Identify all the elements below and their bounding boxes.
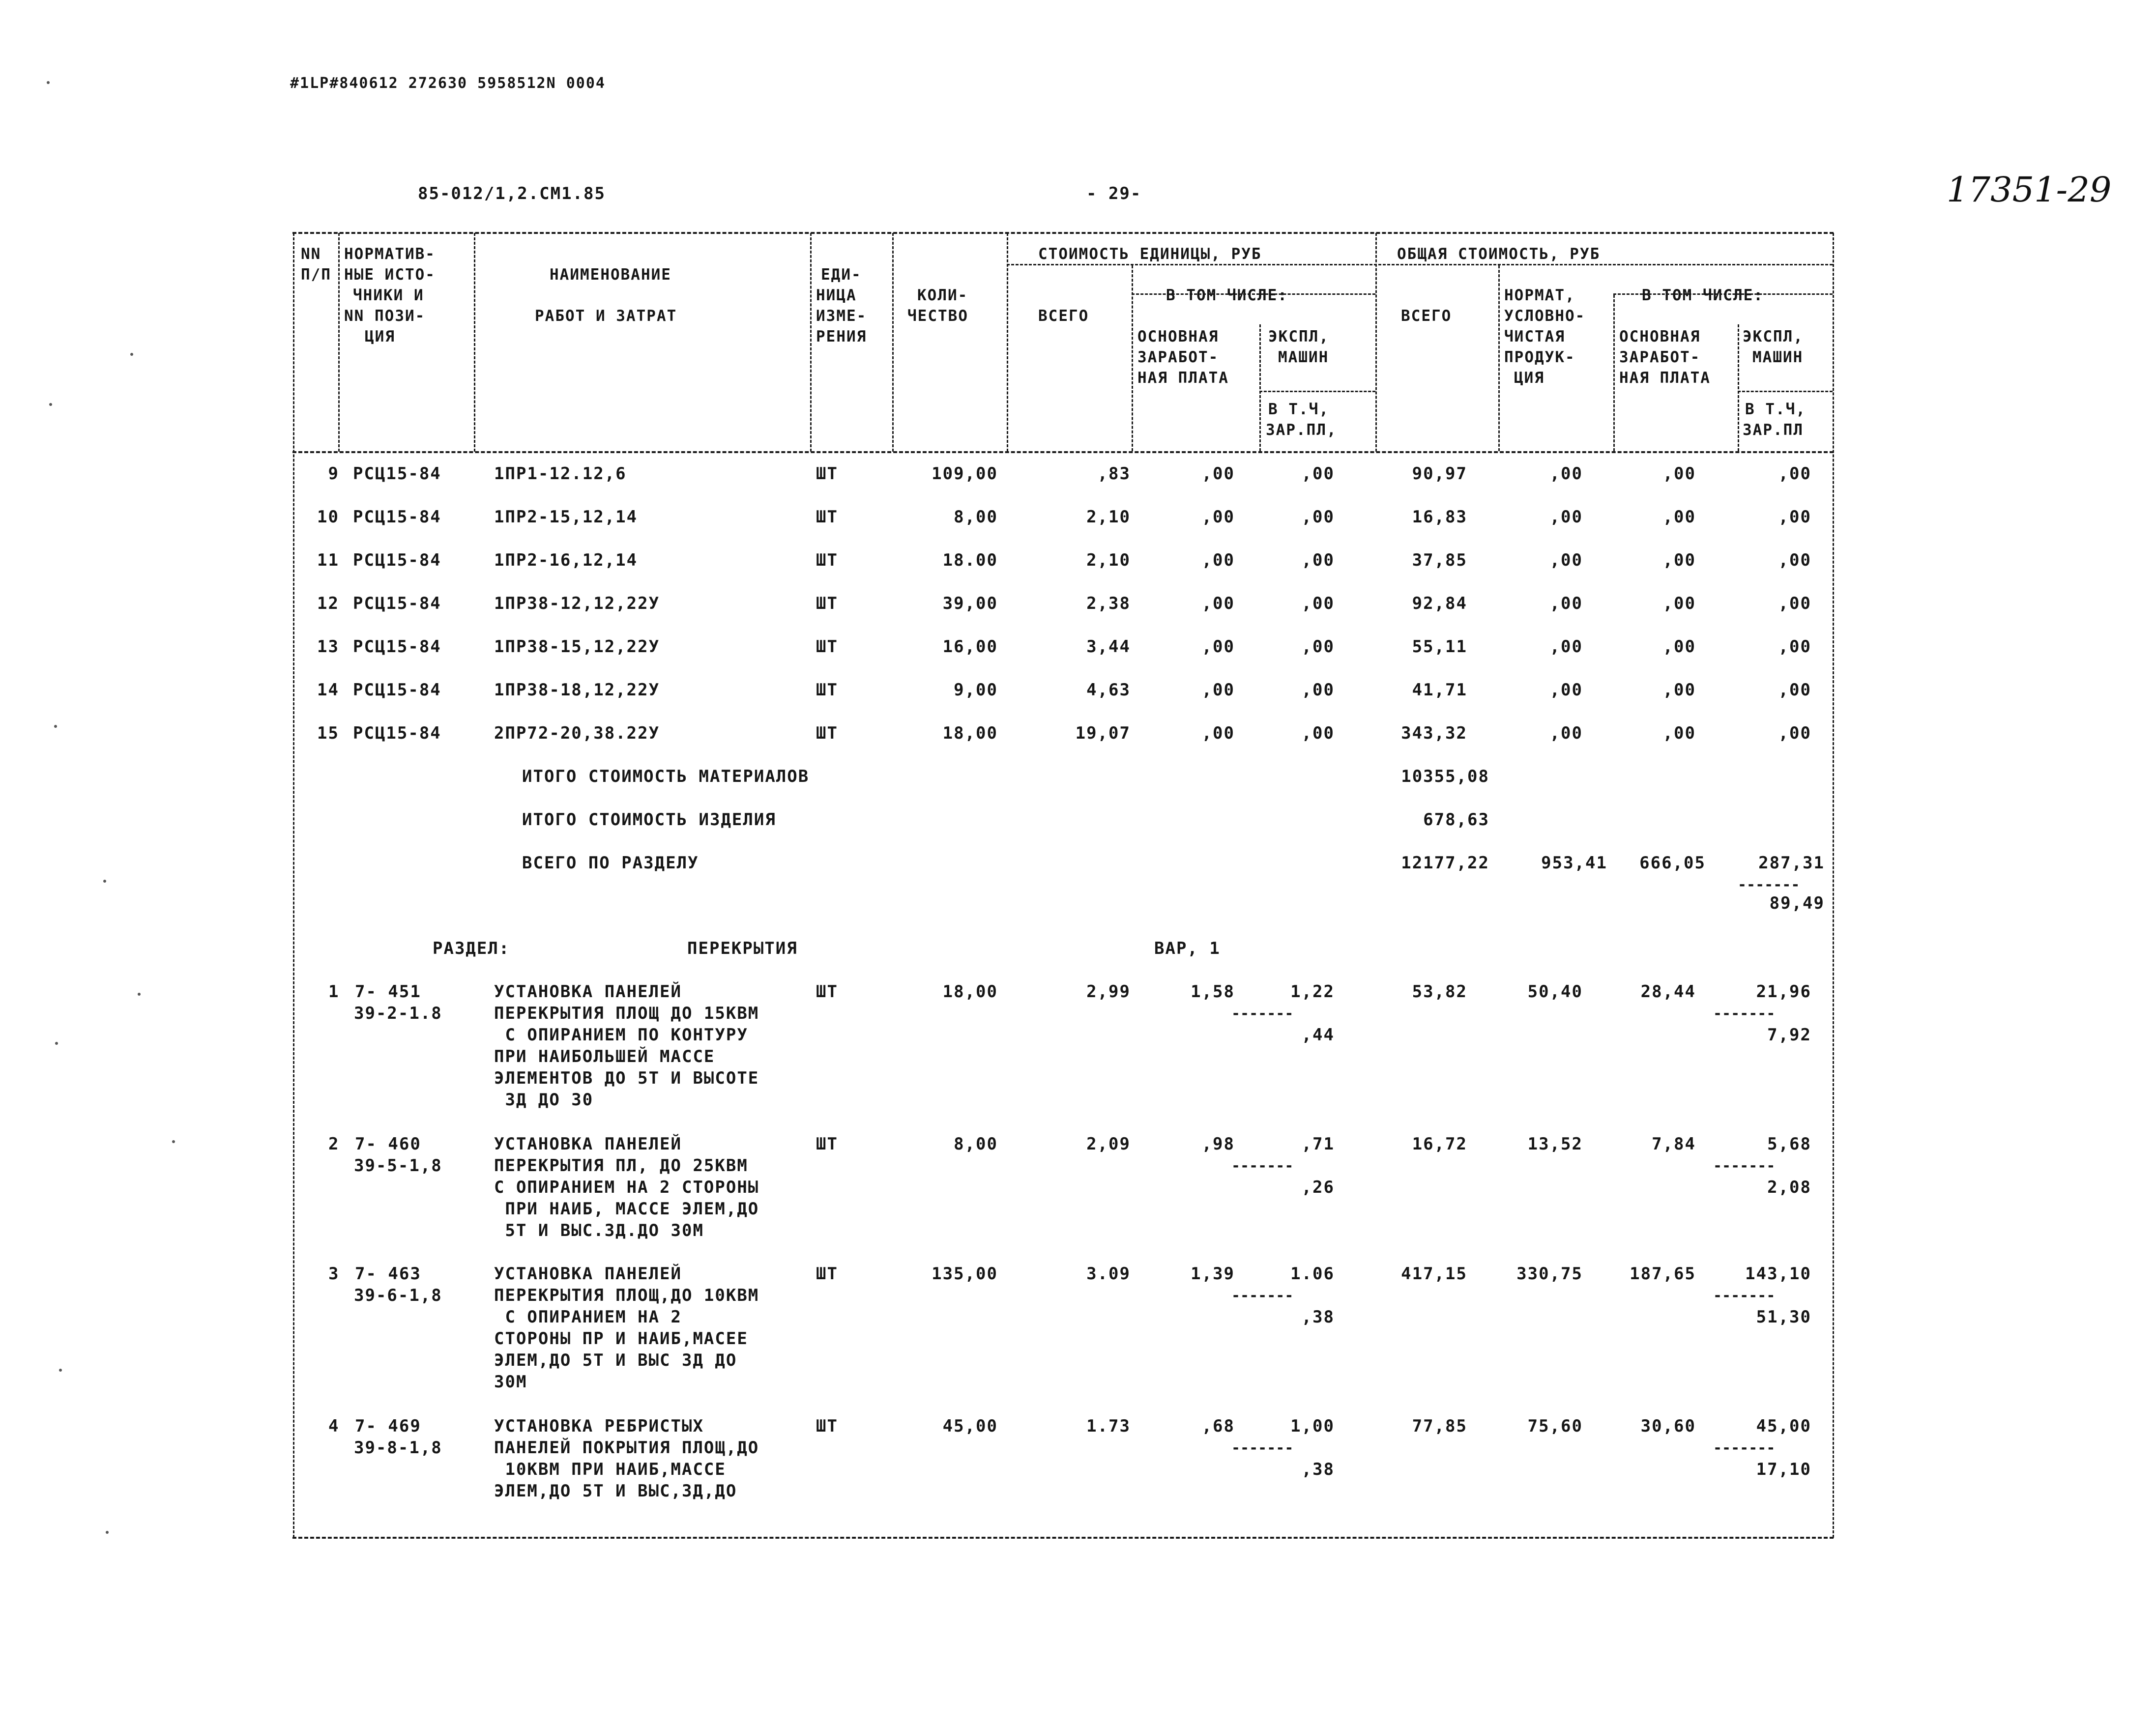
- item-unit-mach: 1,22: [1290, 982, 1335, 1002]
- product-total-value: 678,63: [1423, 810, 1489, 830]
- item-unit-mach-sub: ,26: [1301, 1178, 1335, 1197]
- scan-dot: [59, 1369, 62, 1372]
- item-unit-basic: 1,58: [1191, 982, 1235, 1002]
- row-unit-basic: ,00: [1201, 464, 1235, 484]
- header-uc-basic-2: ЗАРАБОТ-: [1137, 348, 1219, 366]
- dash-separator: -------: [1738, 876, 1800, 893]
- header-unit-3: ИЗМЕ-: [816, 307, 867, 325]
- header-tc-norm-4: ПРОДУК-: [1504, 348, 1575, 366]
- row-unit: ШТ: [816, 464, 838, 484]
- header-total-cost-title: ОБЩАЯ СТОИМОСТЬ, РУБ: [1397, 245, 1601, 263]
- item-desc: 30М: [494, 1372, 527, 1392]
- section-name: ПЕРЕКРЫТИЯ: [687, 939, 798, 958]
- header-unit-1: ЕДИ-: [821, 266, 862, 284]
- item-total-basic: 187,65: [1630, 1264, 1696, 1284]
- item-total-mach-sub: 51,30: [1756, 1307, 1811, 1327]
- item-unit-mach-sub: ,38: [1301, 1307, 1335, 1327]
- row-total-mach: ,00: [1778, 550, 1811, 570]
- item-desc: ЭЛЕМ,ДО 5Т И ВЫС,ЗД,ДО: [494, 1481, 737, 1501]
- item-total-all: 53,82: [1412, 982, 1467, 1002]
- row-total-basic: ,00: [1662, 723, 1696, 743]
- item-desc: УСТАНОВКА ПАНЕЛЕЙ: [494, 1264, 682, 1284]
- item-qty: 8,00: [954, 1134, 998, 1154]
- header-unit-2: НИЦА: [816, 287, 857, 304]
- row-unit: ШТ: [816, 680, 838, 700]
- row-number: 12: [317, 594, 339, 613]
- row-unit-mach: ,00: [1301, 680, 1335, 700]
- row-total-mach: ,00: [1778, 594, 1811, 613]
- materials-total-value: 10355,08: [1401, 767, 1489, 786]
- row-source: РСЦ15-84: [353, 723, 441, 743]
- item-total-basic: 30,60: [1640, 1416, 1696, 1436]
- table-left-border: [293, 233, 294, 1538]
- row-unit: ШТ: [816, 507, 838, 527]
- dash-separator: -------: [1231, 1287, 1294, 1304]
- row-unit: ШТ: [816, 550, 838, 570]
- scan-dot: [55, 1042, 58, 1045]
- col-separator: [474, 233, 475, 452]
- item-unit: ШТ: [816, 1416, 838, 1436]
- header-uc-mach-1: ЭКСПЛ,: [1268, 328, 1329, 345]
- row-total-all: 92,84: [1412, 594, 1467, 613]
- item-total-mach: 5,68: [1767, 1134, 1811, 1154]
- row-number: 13: [317, 637, 339, 657]
- header-tc-mach-2: МАШИН: [1752, 348, 1804, 366]
- row-unit-mach: ,00: [1301, 637, 1335, 657]
- header-name-1: НАИМЕНОВАНИЕ: [550, 266, 671, 284]
- row-unit-basic: ,00: [1201, 507, 1235, 527]
- scan-dot: [172, 1140, 175, 1143]
- row-qty: 39,00: [942, 594, 998, 613]
- row-total-norm: ,00: [1549, 680, 1583, 700]
- handwritten-id: 17351-29: [1947, 170, 2112, 210]
- row-name: 1ПР2-16,12,14: [494, 550, 638, 570]
- item-unit: ШТ: [816, 1264, 838, 1284]
- row-unit-all: 2,38: [1086, 594, 1131, 613]
- header-tc-basic-3: НАЯ ПЛАТА: [1619, 369, 1711, 387]
- col-separator: [1613, 295, 1615, 451]
- row-name: 1ПР38-15,12,22У: [494, 637, 660, 657]
- item-desc: ПРИ НАИБОЛЬШЕЙ МАССЕ: [494, 1047, 715, 1066]
- item-total-mach-sub: 17,10: [1756, 1460, 1811, 1479]
- item-total-norm: 50,40: [1527, 982, 1583, 1002]
- header-tc-basic-1: ОСНОВНАЯ: [1619, 328, 1701, 345]
- col-separator: [892, 233, 894, 452]
- row-total-norm: ,00: [1549, 550, 1583, 570]
- row-source: РСЦ15-84: [353, 464, 441, 484]
- row-total-basic: ,00: [1662, 464, 1696, 484]
- row-qty: 18,00: [942, 723, 998, 743]
- row-unit-mach: ,00: [1301, 464, 1335, 484]
- item-desc: ПЕРЕКРЫТИЯ ПЛОЩ,ДО 10КВМ: [494, 1286, 759, 1305]
- row-unit-basic: ,00: [1201, 594, 1235, 613]
- dash-separator: -------: [1713, 1439, 1776, 1457]
- row-total-all: 41,71: [1412, 680, 1467, 700]
- row-qty: 109,00: [932, 464, 998, 484]
- row-source: РСЦ15-84: [353, 637, 441, 657]
- row-unit-all: 4,63: [1086, 680, 1131, 700]
- item-desc: ЭЛЕМ,ДО 5Т И ВЫС ЗД ДО: [494, 1350, 737, 1370]
- section-total-mach-sub: 89,49: [1769, 893, 1825, 913]
- row-qty: 16,00: [942, 637, 998, 657]
- header-norm-3: ЧНИКИ И: [353, 287, 424, 304]
- row-total-all: 55,11: [1412, 637, 1467, 657]
- section-total-all: 12177,22: [1401, 853, 1489, 873]
- item-total-basic: 28,44: [1640, 982, 1696, 1002]
- row-number: 11: [317, 550, 339, 570]
- item-qty: 135,00: [932, 1264, 998, 1284]
- item-desc: СТОРОНЫ ПР И НАИБ,МАСЕЕ: [494, 1329, 748, 1349]
- document-code: #1LP#840612 272630 5958512N 0004: [290, 75, 606, 92]
- header-sub-border: [1738, 391, 1833, 392]
- row-unit: ШТ: [816, 637, 838, 657]
- header-bottom-border: [292, 451, 1834, 453]
- product-total-label: ИТОГО СТОИМОСТЬ ИЗДЕЛИЯ: [522, 810, 776, 830]
- col-separator: [1007, 233, 1008, 452]
- item-total-basic: 7,84: [1652, 1134, 1696, 1154]
- row-source: РСЦ15-84: [353, 550, 441, 570]
- scan-dot: [106, 1531, 109, 1534]
- row-unit-all: 19,07: [1075, 723, 1131, 743]
- header-uc-basic-1: ОСНОВНАЯ: [1137, 328, 1219, 345]
- row-total-mach: ,00: [1778, 507, 1811, 527]
- item-ref: 39-6-1,8: [354, 1286, 442, 1305]
- header-tc-incl: В ТОМ ЧИСЛЕ:: [1642, 287, 1764, 304]
- row-number: 9: [328, 464, 339, 484]
- dash-separator: -------: [1713, 1005, 1776, 1022]
- row-total-basic: ,00: [1662, 550, 1696, 570]
- row-source: РСЦ15-84: [353, 594, 441, 613]
- item-ref: 39-8-1,8: [354, 1438, 442, 1458]
- item-desc: ПРИ НАИБ, МАССЕ ЭЛЕМ,ДО: [494, 1199, 759, 1219]
- row-total-basic: ,00: [1662, 594, 1696, 613]
- item-code: 7- 469: [355, 1416, 421, 1436]
- header-norm-1: НОРМАТИВ-: [344, 245, 436, 263]
- item-unit-mach: ,71: [1301, 1134, 1335, 1154]
- header-unit-4: РЕНИЯ: [816, 328, 867, 345]
- header-norm-4: NN ПОЗИ-: [344, 307, 426, 325]
- item-desc: ЗД ДО 30: [494, 1090, 594, 1110]
- row-total-all: 90,97: [1412, 464, 1467, 484]
- item-desc: ПЕРЕКРЫТИЯ ПЛ, ДО 25КВМ: [494, 1156, 748, 1176]
- item-code: 7- 463: [355, 1264, 421, 1284]
- row-qty: 8,00: [954, 507, 998, 527]
- row-total-norm: ,00: [1549, 637, 1583, 657]
- item-desc: С ОПИРАНИЕМ НА 2: [494, 1307, 682, 1327]
- item-number: 3: [328, 1264, 340, 1284]
- item-desc: С ОПИРАНИЕМ ПО КОНТУРУ: [494, 1025, 748, 1045]
- scan-dot: [47, 81, 50, 84]
- header-nn-2: П/П: [301, 266, 331, 284]
- item-unit: ШТ: [816, 1134, 838, 1154]
- row-total-norm: ,00: [1549, 723, 1583, 743]
- table-right-border: [1833, 233, 1834, 1538]
- item-code: 7- 460: [355, 1134, 421, 1154]
- row-unit-all: ,83: [1097, 464, 1131, 484]
- item-unit-mach-sub: ,44: [1301, 1025, 1335, 1045]
- row-unit-mach: ,00: [1301, 550, 1335, 570]
- row-unit: ШТ: [816, 594, 838, 613]
- header-norm-5: ЦИЯ: [365, 328, 395, 345]
- row-unit-all: 3,44: [1086, 637, 1131, 657]
- header-sub-border: [1259, 391, 1375, 392]
- row-number: 15: [317, 723, 339, 743]
- item-total-norm: 330,75: [1516, 1264, 1583, 1284]
- row-total-all: 16,83: [1412, 507, 1467, 527]
- header-tc-norm-2: УСЛОВНО-: [1504, 307, 1586, 325]
- section-label: РАЗДЕЛ:: [433, 939, 510, 958]
- col-separator: [1498, 265, 1500, 451]
- header-unit-cost-title: СТОИМОСТЬ ЕДИНИЦЫ, РУБ: [1038, 245, 1262, 263]
- item-desc: ПЕРЕКРЫТИЯ ПЛОЩ ДО 15КВМ: [494, 1004, 759, 1023]
- row-total-all: 343,32: [1401, 723, 1467, 743]
- item-unit-mach: 1.06: [1290, 1264, 1335, 1284]
- header-nn-1: NN: [301, 245, 321, 263]
- row-source: РСЦ15-84: [353, 507, 441, 527]
- section-total-label: ВСЕГО ПО РАЗДЕЛУ: [522, 853, 699, 873]
- row-total-norm: ,00: [1549, 464, 1583, 484]
- row-total-basic: ,00: [1662, 507, 1696, 527]
- item-total-norm: 13,52: [1527, 1134, 1583, 1154]
- col-separator: [1375, 233, 1377, 452]
- row-unit: ШТ: [816, 723, 838, 743]
- row-total-norm: ,00: [1549, 507, 1583, 527]
- item-desc: УСТАНОВКА ПАНЕЛЕЙ: [494, 982, 682, 1002]
- item-total-all: 16,72: [1412, 1134, 1467, 1154]
- col-separator: [810, 233, 812, 452]
- row-unit-basic: ,00: [1201, 637, 1235, 657]
- header-uc-mach-2: МАШИН: [1278, 348, 1329, 366]
- scan-dot: [49, 403, 52, 406]
- row-total-mach: ,00: [1778, 637, 1811, 657]
- item-unit-all: 2,99: [1086, 982, 1131, 1002]
- row-total-basic: ,00: [1662, 680, 1696, 700]
- item-total-mach: 143,10: [1745, 1264, 1811, 1284]
- dash-separator: -------: [1713, 1157, 1776, 1175]
- header-tc-all: ВСЕГО: [1401, 307, 1452, 325]
- row-unit-basic: ,00: [1201, 680, 1235, 700]
- header-tc-mach-sub-1: В Т.Ч,: [1745, 401, 1806, 418]
- dash-separator: -------: [1231, 1005, 1294, 1022]
- materials-total-label: ИТОГО СТОИМОСТЬ МАТЕРИАЛОВ: [522, 767, 810, 786]
- item-ref: 39-2-1.8: [354, 1004, 442, 1023]
- row-name: 1ПР38-18,12,22У: [494, 680, 660, 700]
- header-tc-mach-sub-2: ЗАР.ПЛ: [1743, 421, 1804, 439]
- row-name: 1ПР2-15,12,14: [494, 507, 638, 527]
- item-unit-all: 2,09: [1086, 1134, 1131, 1154]
- row-unit-basic: ,00: [1201, 723, 1235, 743]
- row-total-basic: ,00: [1662, 637, 1696, 657]
- item-desc: 10КВМ ПРИ НАИБ,МАССЕ: [494, 1460, 726, 1479]
- row-unit-all: 2,10: [1086, 507, 1131, 527]
- header-tc-basic-2: ЗАРАБОТ-: [1619, 348, 1701, 366]
- row-name: 1ПР1-12.12,6: [494, 464, 627, 484]
- row-number: 14: [317, 680, 339, 700]
- item-ref: 39-5-1,8: [354, 1156, 442, 1176]
- scan-dot: [130, 353, 133, 356]
- row-unit-mach: ,00: [1301, 723, 1335, 743]
- item-unit: ШТ: [816, 982, 838, 1002]
- row-total-mach: ,00: [1778, 464, 1811, 484]
- item-total-all: 417,15: [1401, 1264, 1467, 1284]
- item-total-mach: 45,00: [1756, 1416, 1811, 1436]
- row-unit-basic: ,00: [1201, 550, 1235, 570]
- scan-dot: [54, 725, 57, 728]
- item-qty: 45,00: [942, 1416, 998, 1436]
- item-number: 2: [328, 1134, 340, 1154]
- section-total-mach: 287,31: [1758, 853, 1825, 873]
- item-desc: ПАНЕЛЕЙ ПОКРЫТИЯ ПЛОЩ,ДО: [494, 1438, 759, 1458]
- item-desc: 5Т И ВЫС.ЗД.ДО 30М: [494, 1221, 704, 1240]
- item-total-mach: 21,96: [1756, 982, 1811, 1002]
- row-total-mach: ,00: [1778, 723, 1811, 743]
- item-unit-mach: 1,00: [1290, 1416, 1335, 1436]
- document-ref: 85-012/1,2.СМ1.85: [418, 184, 606, 203]
- row-number: 10: [317, 507, 339, 527]
- header-uc-mach-sub-2: ЗАР.ПЛ,: [1266, 421, 1337, 439]
- row-unit-all: 2,10: [1086, 550, 1131, 570]
- page-number: - 29-: [1086, 184, 1142, 203]
- header-tc-mach-1: ЭКСПЛ,: [1743, 328, 1804, 345]
- section-variant: ВАР, 1: [1154, 939, 1221, 958]
- item-desc: УСТАНОВКА ПАНЕЛЕЙ: [494, 1134, 682, 1154]
- header-tc-norm-5: ЦИЯ: [1514, 369, 1544, 387]
- item-total-mach-sub: 7,92: [1767, 1025, 1811, 1045]
- scan-dot: [103, 880, 106, 883]
- item-code: 7- 451: [355, 982, 421, 1002]
- dash-separator: -------: [1713, 1287, 1776, 1304]
- header-uc-incl: В ТОМ ЧИСЛЕ:: [1166, 287, 1288, 304]
- item-desc: ЭЛЕМЕНТОВ ДО 5Т И ВЫСОТЕ: [494, 1068, 759, 1088]
- header-qty-1: КОЛИ-: [917, 287, 968, 304]
- item-unit-mach-sub: ,38: [1301, 1460, 1335, 1479]
- row-name: 2ПР72-20,38.22У: [494, 723, 660, 743]
- item-total-norm: 75,60: [1527, 1416, 1583, 1436]
- item-unit-basic: ,98: [1201, 1134, 1235, 1154]
- dash-separator: -------: [1231, 1157, 1294, 1175]
- item-total-all: 77,85: [1412, 1416, 1467, 1436]
- item-unit-all: 3.09: [1086, 1264, 1131, 1284]
- header-tc-norm-3: ЧИСТАЯ: [1504, 328, 1565, 345]
- row-name: 1ПР38-12,12,22У: [494, 594, 660, 613]
- header-tc-norm-1: НОРМАТ,: [1504, 287, 1575, 304]
- row-source: РСЦ15-84: [353, 680, 441, 700]
- row-qty: 18.00: [942, 550, 998, 570]
- item-unit-all: 1.73: [1086, 1416, 1131, 1436]
- item-number: 4: [328, 1416, 340, 1436]
- header-uc-all: ВСЕГО: [1038, 307, 1089, 325]
- section-total-basic: 666,05: [1639, 853, 1706, 873]
- col-separator: [338, 233, 340, 452]
- dash-separator: -------: [1231, 1439, 1294, 1457]
- table-bottom-border: [292, 1537, 1834, 1539]
- scan-dot: [138, 993, 141, 996]
- item-desc: УСТАНОВКА РЕБРИСТЫХ: [494, 1416, 704, 1436]
- row-qty: 9,00: [954, 680, 998, 700]
- row-unit-mach: ,00: [1301, 594, 1335, 613]
- col-separator: [1259, 324, 1261, 451]
- item-number: 1: [328, 982, 340, 1002]
- item-desc: С ОПИРАНИЕМ НА 2 СТОРОНЫ: [494, 1178, 759, 1197]
- table-top-border: [292, 232, 1834, 234]
- item-unit-basic: ,68: [1201, 1416, 1235, 1436]
- item-qty: 18,00: [942, 982, 998, 1002]
- header-uc-mach-sub-1: В Т.Ч,: [1268, 401, 1329, 418]
- row-total-norm: ,00: [1549, 594, 1583, 613]
- header-norm-2: НЫЕ ИСТО-: [344, 266, 436, 284]
- row-total-all: 37,85: [1412, 550, 1467, 570]
- item-total-mach-sub: 2,08: [1767, 1178, 1811, 1197]
- item-unit-basic: 1,39: [1191, 1264, 1235, 1284]
- col-separator: [1738, 324, 1739, 451]
- row-total-mach: ,00: [1778, 680, 1811, 700]
- section-total-norm: 953,41: [1541, 853, 1607, 873]
- row-unit-mach: ,00: [1301, 507, 1335, 527]
- header-name-2: РАБОТ И ЗАТРАТ: [535, 307, 677, 325]
- header-uc-basic-3: НАЯ ПЛАТА: [1137, 369, 1229, 387]
- header-qty-2: ЧЕСТВО: [907, 307, 968, 325]
